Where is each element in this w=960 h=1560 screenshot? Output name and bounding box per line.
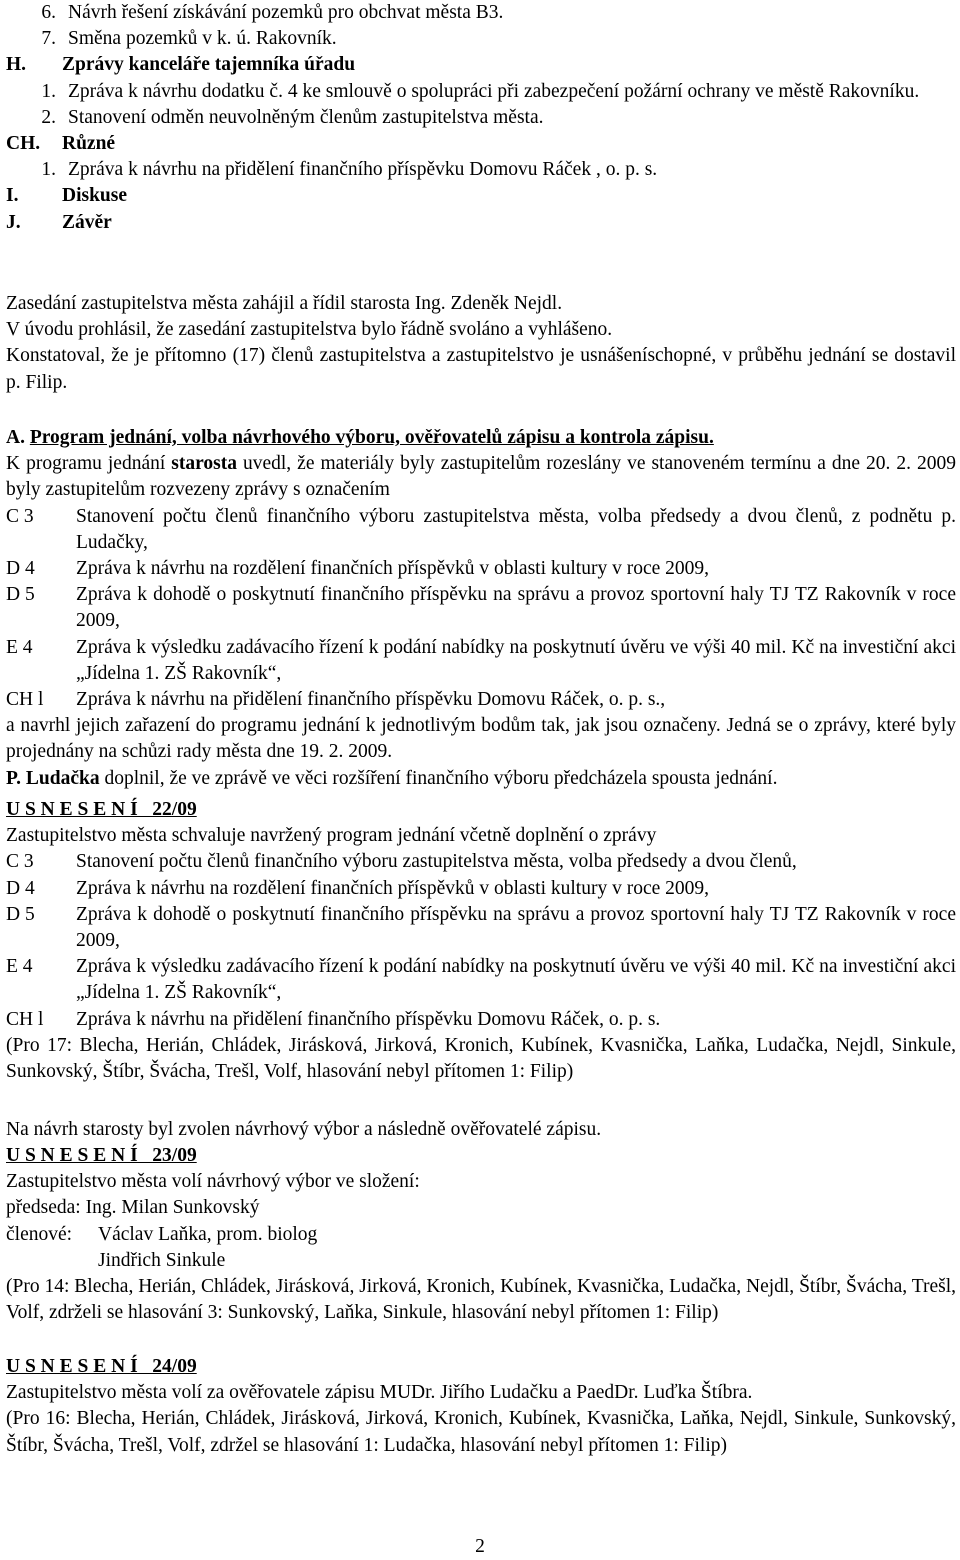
section-title: Program jednání, volba návrhového výboru, ověřovatelů zápisu a kontrola zápisu. bbox=[29, 427, 714, 448]
report-code: D 4 bbox=[6, 558, 35, 580]
resolution-22 bbox=[6, 797, 956, 1085]
agenda-section-h bbox=[6, 52, 956, 78]
resolution-label: U S N E S E N Í 23/09 bbox=[6, 1145, 197, 1166]
report-code: C 3 bbox=[6, 851, 34, 873]
section-title: Různé bbox=[62, 133, 116, 155]
section-title: Diskuse bbox=[62, 185, 128, 207]
item-number: 7. bbox=[41, 28, 56, 50]
intro-text: uvedl, že materiály byly zastupitelům rozeslány ve stanoveném termínu a dne 20. 2. 2009 byly zastupitelům rozvezeny zprávy s označením bbox=[6, 453, 956, 501]
agenda-item bbox=[6, 0, 956, 26]
section-a-after: a navrhl jejich zařazení do programu jednání k jednotlivým bodům tak, jak jsou označeny. Jedná se o zprávy, které byly projednány na schůzi rady města dne 19. 2. 2009. bbox=[6, 715, 956, 763]
resolution-24 bbox=[6, 1354, 956, 1459]
report-text: Zpráva k návrhu na rozdělení finančních příspěvků v oblasti kultury v roce 2009, bbox=[76, 558, 710, 580]
report-text: Stanovení počtu členů finančního výboru zastupitelstva města, volba předsedy a dvou členů, z podnětu p. Ludačky, bbox=[76, 505, 956, 553]
agenda-section-i bbox=[6, 183, 956, 209]
opening-paragraph: Zasedání zastupitelstva města zahájil a řídil starosta Ing. Zdeněk Nejdl. bbox=[6, 293, 563, 314]
resolution-label: U S N E S E N Í 22/09 bbox=[6, 799, 197, 820]
report-item bbox=[6, 954, 956, 1006]
section-code: A. bbox=[6, 427, 25, 448]
item-text: Zpráva k návrhu dodatku č. 4 ke smlouvě o spolupráci při zabezpečení požární ochrany ve městě Rakovníku. bbox=[68, 80, 920, 102]
resolution-intro: Zastupitelstvo města volí návrhový výbor ve složení: bbox=[6, 1171, 420, 1193]
report-item bbox=[6, 1007, 956, 1033]
section-a-intro bbox=[6, 451, 956, 503]
section-code: I. bbox=[6, 185, 19, 207]
committee-chair: předseda: Ing. Milan Sunkovský bbox=[6, 1197, 260, 1219]
report-code: C 3 bbox=[6, 505, 34, 527]
vote-record: (Pro 14: Blecha, Herián, Chládek, Jirásková, Jirková, Kronich, Kubínek, Kvasnička, Ludačka, Nejdl, Štíbr, Švácha, Trešl, Volf, zdrželi se hlasování 3: Sunkovský, Laňka, Sinkule, hlasování nebyl přítomen 1: Filip) bbox=[6, 1276, 956, 1324]
item-text: Stanovení odměn neuvolněným členům zastupitelstva města. bbox=[68, 106, 544, 128]
speaker-text: doplnil, že ve zprávě ve věci rozšíření finančního výboru předcházela spousta jednání. bbox=[99, 767, 778, 789]
item-number: 1. bbox=[41, 159, 56, 181]
report-text: Zpráva k výsledku zadávacího řízení k podání nabídky na poskytnutí úvěru ve výši 40 mil. Kč na investiční akci „Jídelna 1. ZŠ Rakovník“, bbox=[76, 636, 956, 684]
agenda-item bbox=[6, 157, 956, 183]
report-code: CH l bbox=[6, 1008, 44, 1030]
report-item bbox=[6, 556, 956, 582]
report-code: D 5 bbox=[6, 584, 35, 606]
report-item bbox=[6, 504, 956, 556]
report-code: D 5 bbox=[6, 903, 35, 925]
resolution-23 bbox=[6, 1143, 956, 1326]
report-code: E 4 bbox=[6, 636, 33, 658]
report-item bbox=[6, 876, 956, 902]
intro-bold: starosta bbox=[171, 453, 237, 475]
committee-intro bbox=[6, 1117, 956, 1143]
section-a-heading bbox=[6, 425, 956, 451]
committee-member: Jindřich Sinkule bbox=[98, 1249, 226, 1271]
page-number: 2 bbox=[475, 1536, 485, 1557]
section-title: Zprávy kanceláře tajemníka úřadu bbox=[62, 54, 356, 76]
section-code: CH. bbox=[6, 133, 41, 155]
vote-record: (Pro 17: Blecha, Herián, Chládek, Jirásková, Jirková, Kronich, Kubínek, Kvasnička, Laňka, Ludačka, Nejdl, Sinkule, Sunkovský, Štíbr, Švácha, Trešl, Volf, hlasování nebyl přítomen 1: Filip) bbox=[6, 1034, 956, 1083]
section-code: J. bbox=[6, 211, 21, 233]
report-text: Zpráva k výsledku zadávacího řízení k podání nabídky na poskytnutí úvěru ve výši 40 mil. Kč na investiční akci „Jídelna 1. ZŠ Rakovník“, bbox=[76, 956, 956, 1004]
opening bbox=[6, 291, 956, 396]
report-item bbox=[6, 849, 956, 875]
report-text: Zpráva k návrhu na přidělení finančního příspěvku Domovu Ráček, o. p. s., bbox=[76, 689, 666, 711]
agenda-section-j bbox=[6, 210, 956, 236]
resolution-label: U S N E S E N Í 24/09 bbox=[6, 1356, 197, 1377]
opening-paragraph: Konstatoval, že je přítomno (17) členů zastupitelstva a zastupitelstvo je usnášeníschopné, v průběhu jednání se dostavil p. Filip. bbox=[6, 345, 956, 393]
committee-member: Václav Laňka, prom. biolog bbox=[98, 1223, 318, 1245]
item-text: Směna pozemků v k. ú. Rakovník. bbox=[68, 28, 337, 50]
agenda-item bbox=[6, 105, 956, 131]
report-item bbox=[6, 902, 956, 954]
report-text: Zpráva k návrhu na rozdělení finančních příspěvků v oblasti kultury v roce 2009, bbox=[76, 877, 710, 899]
item-number: 2. bbox=[41, 106, 56, 128]
section-a bbox=[6, 425, 956, 792]
report-text: Zpráva k dohodě o poskytnutí finančního příspěvku na správu a provoz sportovní haly TJ TZ Rakovník v roce 2009, bbox=[76, 903, 956, 952]
agenda-item bbox=[6, 26, 956, 52]
item-number: 6. bbox=[41, 2, 56, 23]
item-number: 1. bbox=[41, 80, 56, 102]
report-code: D 4 bbox=[6, 877, 35, 899]
members-label: členové: bbox=[6, 1223, 73, 1245]
agenda-item bbox=[6, 79, 956, 105]
report-text: Stanovení počtu členů finančního výboru zastupitelstva města, volba předsedy a dvou členů, bbox=[76, 851, 797, 873]
vote-record: (Pro 16: Blecha, Herián, Chládek, Jirásková, Jirková, Kronich, Kubínek, Kvasnička, Laňka, Nejdl, Sinkule, Sunkovský, Štíbr, Švácha, Trešl, Volf, zdržel se hlasování 1: Ludačka, hlasování nebyl přítomen 1: Filip) bbox=[6, 1408, 956, 1456]
section-title: Závěr bbox=[62, 211, 112, 233]
ludacka-paragraph bbox=[6, 766, 956, 792]
speaker-name: P. Ludačka bbox=[6, 767, 100, 789]
resolution-intro: Zastupitelstvo města volí za ověřovatele zápisu MUDr. Jiřího Ludačku a PaedDr. Luďka Štíbra. bbox=[6, 1382, 753, 1404]
report-item bbox=[6, 687, 956, 713]
section-code: H. bbox=[6, 54, 27, 76]
agenda-list bbox=[6, 0, 956, 236]
committee-members bbox=[6, 1222, 956, 1274]
resolution-intro: Zastupitelstvo města schvaluje navržený program jednání včetně doplnění o zprávy bbox=[6, 825, 657, 847]
report-item bbox=[6, 635, 956, 687]
report-item bbox=[6, 582, 956, 634]
opening-paragraph: V úvodu prohlásil, že zasedání zastupitelstva bylo řádně svoláno a vyhlášeno. bbox=[6, 319, 613, 341]
report-text: Zpráva k dohodě o poskytnutí finančního příspěvku na správu a provoz sportovní haly TJ TZ Rakovník v roce 2009, bbox=[76, 584, 956, 632]
report-code: E 4 bbox=[6, 956, 33, 978]
agenda-section-ch bbox=[6, 131, 956, 157]
item-text: Návrh řešení získávání pozemků pro obchvat města B3. bbox=[68, 2, 504, 23]
report-code: CH l bbox=[6, 689, 44, 711]
item-text: Zpráva k návrhu na přidělení finančního příspěvku Domovu Ráček , o. p. s. bbox=[68, 159, 658, 181]
committee-paragraph: Na návrh starosty byl zvolen návrhový výbor a následně ověřovatelé zápisu. bbox=[6, 1119, 602, 1140]
report-text: Zpráva k návrhu na přidělení finančního příspěvku Domovu Ráček, o. p. s. bbox=[76, 1008, 661, 1030]
intro-text: K programu jednání bbox=[6, 453, 172, 475]
